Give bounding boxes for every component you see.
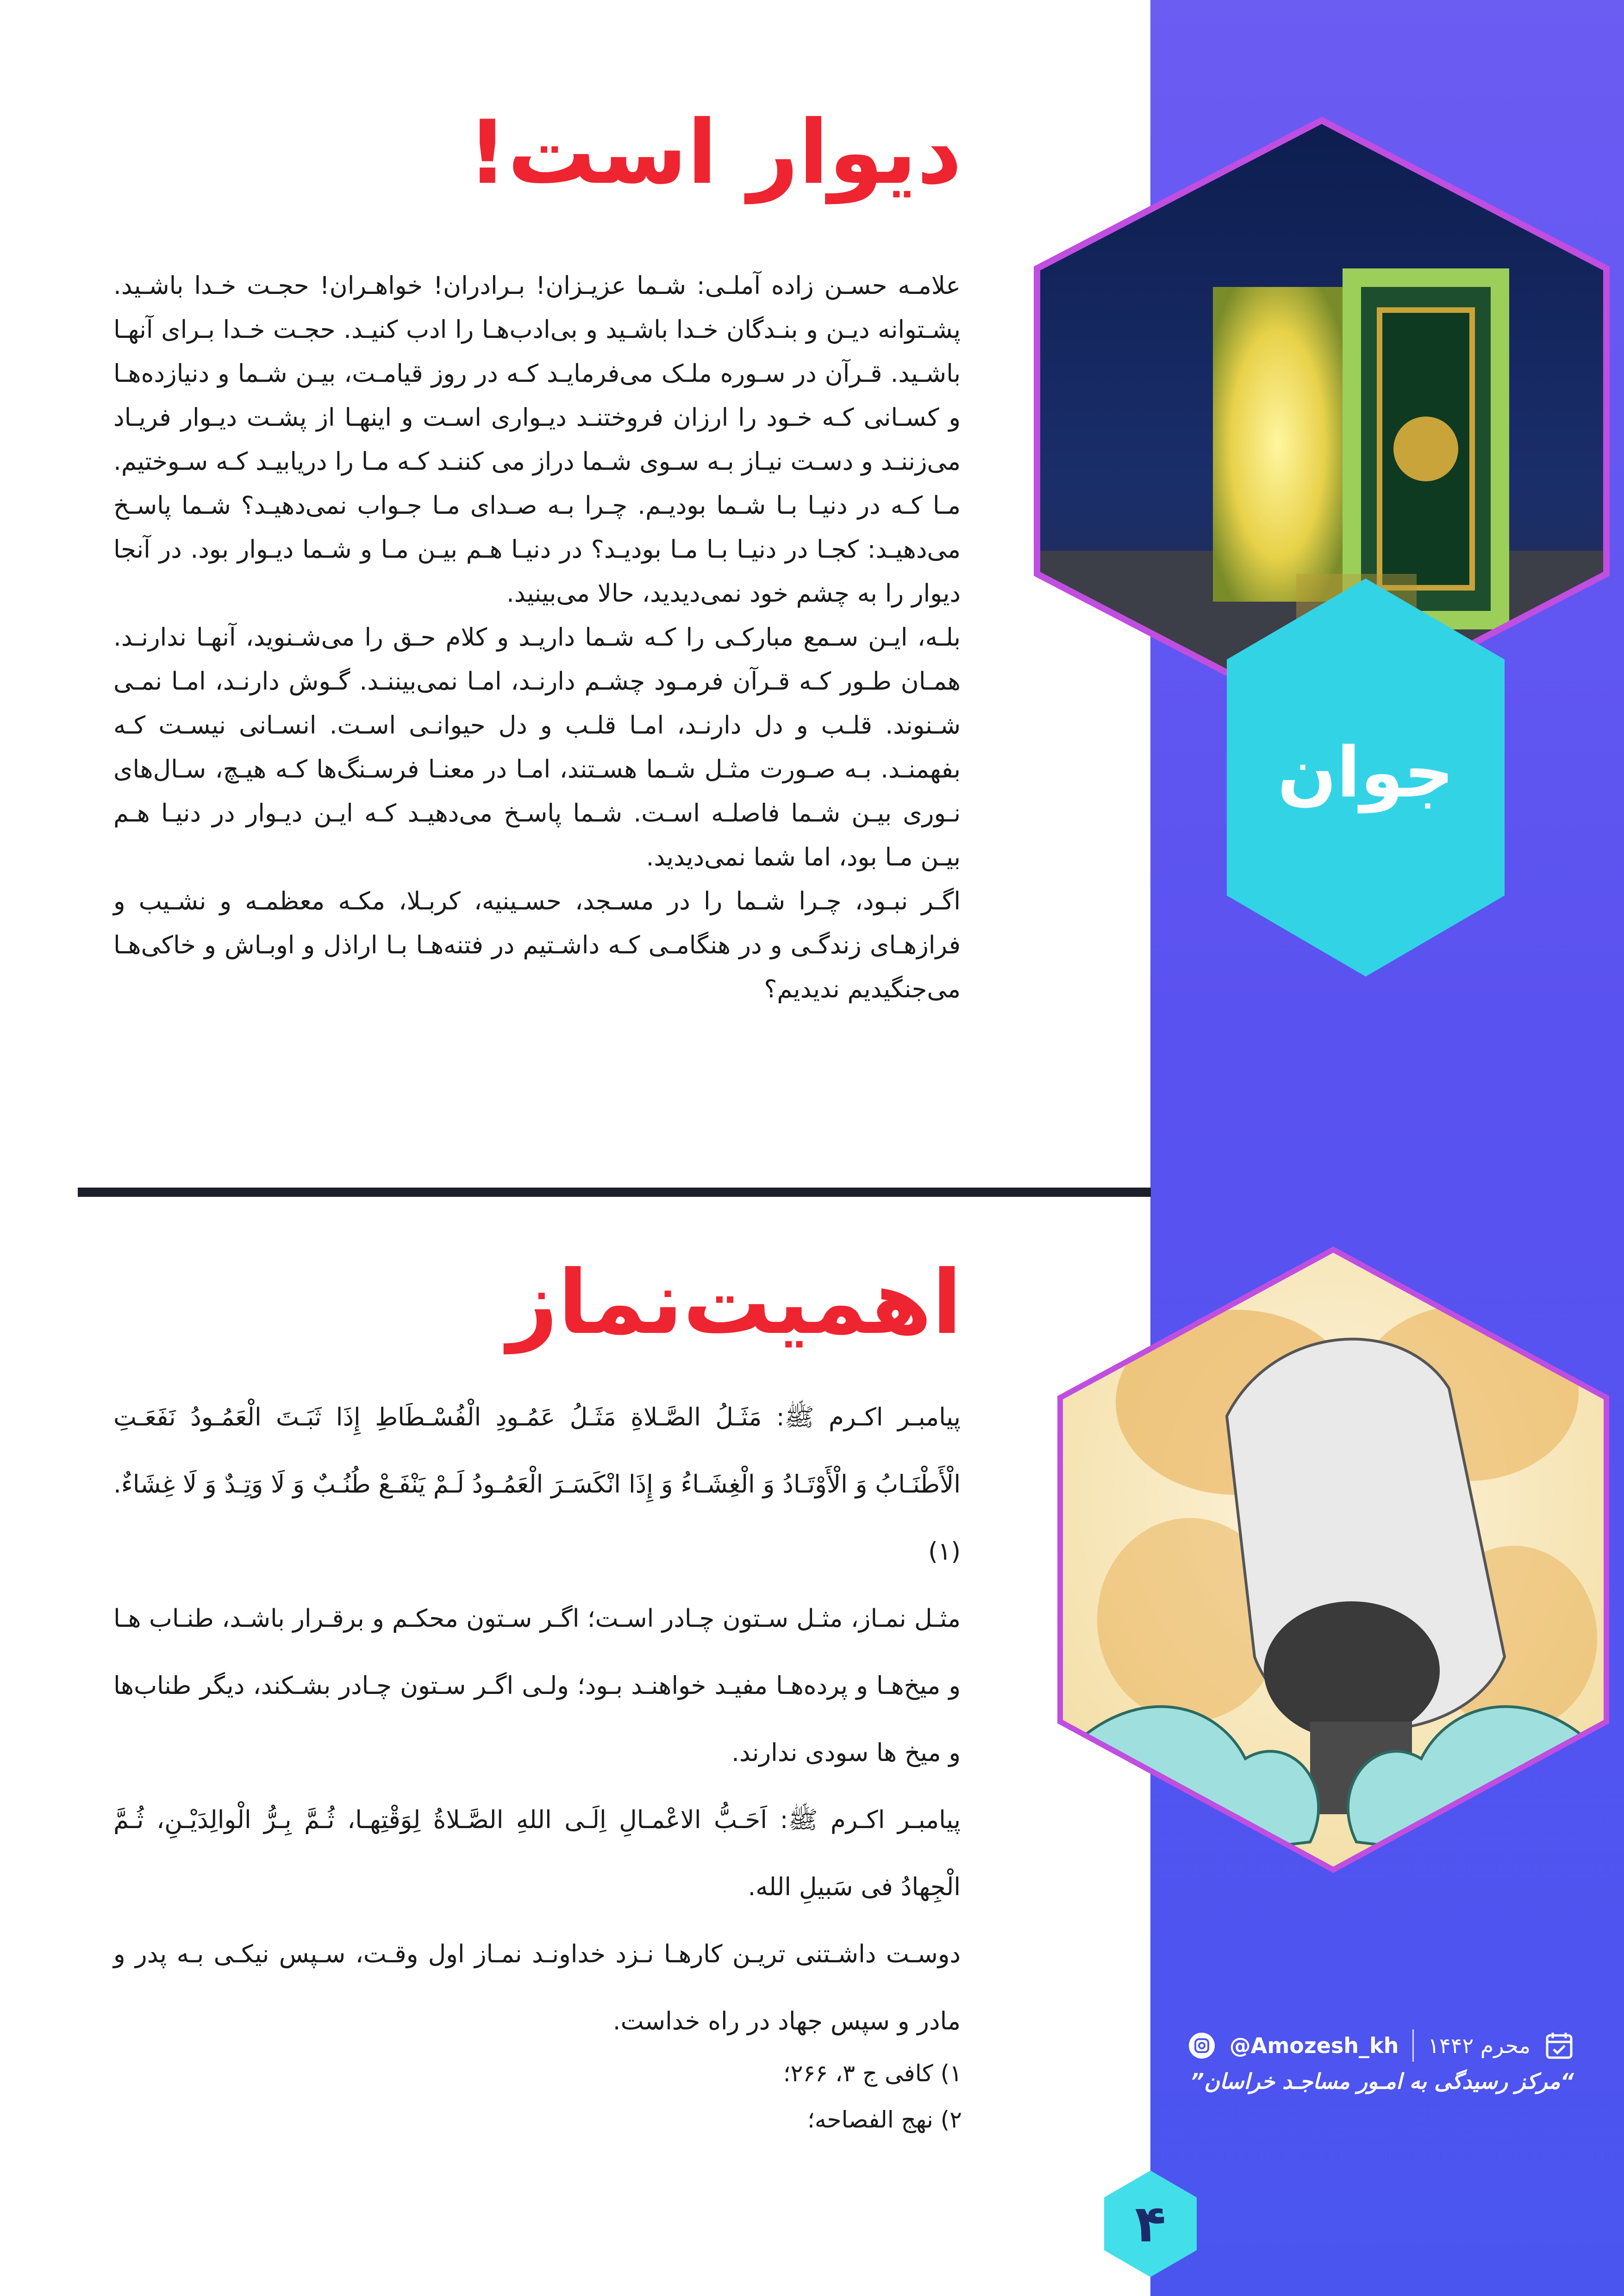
footer-separator: [1412, 2029, 1414, 2062]
reference-item: ۱) کافی ج ۳، ۲۶۶؛: [783, 2060, 962, 2087]
prayer-illustration-hexagon: [1051, 1240, 1616, 1879]
footer-meta-row: [1171, 2027, 1574, 2064]
paragraph: اگـر نبـود، چـرا شـما را در مسـجد، حسـینیه، کربـلا، مکـه معظمـه و نشـیب و فرازهـای زندگـی و در هنگامـی کـه داشـتیم در فتنه‌هـا بـا اراذل و اوبـاش و خاکی‌هـا می‌جنگیدیم ندیدیم؟: [113, 887, 961, 1003]
paragraph: بلـه، ایـن سـمع مبارکـی را کـه شـما داریـد و کلام حـق را می‌شـنوید، آنهـا ندارنـد. همـان طـور کـه قـرآن فرمـود چشـم دارنـد، امـا نمی‌بیننـد. گـوش دارنـد، امـا نمـی شـنوند. قلـب و دل دارنـد، امـا قلـب و دل حیوانـی اسـت. انسـانی نیسـت کـه بفهمنـد. بـه صـورت مثـل شـما هسـتند، امـا در معنـا فرسـنگ‌ها کـه هیـچ، سـال‌های نـوری بیـن شـما فاصلـه اسـت. شـما پاسـخ می‌دهیـد کـه ایـن دیـوار در دنیـا هـم بیـن مـا بود، اما شما نمی‌دیدید.: [113, 623, 961, 871]
paragraph: پیامبـر اکـرم ﷺ: مَثَـلُ الصَّـلاةِ مَثَـلُ عَمُـودِ الْفُسْـطَاطِ إِذَا ثَبَـتَ الْعَمُـودُ نَفَعَـتِ الْأَطْنَـابُ وَ الْأَوْتَـادُ وَ الْغِشَـاءُ وَ إِذَا انْكَسَـرَ الْعَمُـودُ لَـمْ يَنْفَـعْ طُنُـبٌ وَ لَا وَتِـدٌ وَ لَا غِشَاءٌ. (۱): [113, 1403, 961, 1566]
article-body-wall: [113, 264, 961, 1011]
footer-date: محرم ۱۴۴۲: [1428, 2033, 1530, 2058]
article-body-prayer: [113, 1384, 961, 2055]
instagram-icon: [1188, 2032, 1216, 2060]
footer-info: [1171, 2027, 1574, 2094]
reference-item: ۲) نهج الفصاحه؛: [807, 2106, 962, 2133]
paragraph: پیامبـر اکـرم ﷺ: اَحَـبُّ الاعْمـالِ اِلَـی اللهِ الصَّـلاةُ لِوَقْتِهـا، ثُـمَّ بِـرُّ الْوالِدَیْـنِ، ثُـمَّ الْجِهادُ فی سَبیلِ الله.: [113, 1806, 961, 1901]
footer-handle[interactable]: @Amozesh_kh: [1229, 2033, 1399, 2058]
references: [783, 2050, 962, 2143]
section-divider: [78, 1188, 1151, 1197]
article-title-wall: دیوار است!: [467, 101, 962, 204]
page-number: ۴: [1135, 2194, 1166, 2253]
calendar-icon: [1544, 2031, 1574, 2060]
section-label: جوان: [1277, 733, 1454, 813]
paragraph: علامـه حسـن زاده آملـی: شـما عزیـزان! بـرادران! خواهـران! حجـت خـدا باشـید. پشـتوانه دیـن و بنـدگان خـدا باشـید و بی‌ادب‌هـا را ادب کنیـد. حجـت خـدا بـرای آنهـا باشـید. قـرآن در سـوره ملـک می‌فرمایـد کـه در روز قیامـت، بیـن شـما و دنیازده‌هـا و کسـانی کـه خـود را ارزان فروختنـد دیـواری اسـت و اینهـا از پشـت دیـوار فریـاد می‌زننـد و دسـت نیـاز بـه سـوی شـما دراز می کننـد کـه مـا را دریابیـد کـه سـوختیم. مـا کـه در دنیـا بـا شـما بودیـم. چـرا بـه صـدای مـا جـواب نمی‌دهیـد؟ شـما پاسـخ می‌دهیـد: کجـا در دنیـا بـا مـا بودیـد؟ در دنیـا هـم بیـن مـا و شـما دیـوار بود. در آنجا دیوار را به چشم خود نمی‌دیدید، حالا می‌بینید.: [113, 272, 961, 608]
paragraph: دوسـت داشـتنی تریـن کارهـا نـزد خداونـد نمـاز اول وقـت، سـپس نیکـی بـه پدر و مادر و سپس جهاد در راه خداست.: [113, 1940, 961, 2035]
footer-organization: “مرکز رسیدگی به امـور مساجـد خراسان”: [1190, 2069, 1574, 2094]
article-title-prayer: اهمیت‌نماز: [507, 1251, 962, 1354]
paragraph: مثـل نمـاز، مثـل سـتون چـادر اسـت؛ اگـر سـتون محکـم و برقـرار باشـد، طنـاب هـا و میخ‌هـا و پرده‌هـا مفیـد خواهنـد بـود؛ ولـی اگـر سـتون چـادر بشـکند، دیگر طناب‌ها و میخ ها سودی ندارند.: [113, 1605, 961, 1767]
